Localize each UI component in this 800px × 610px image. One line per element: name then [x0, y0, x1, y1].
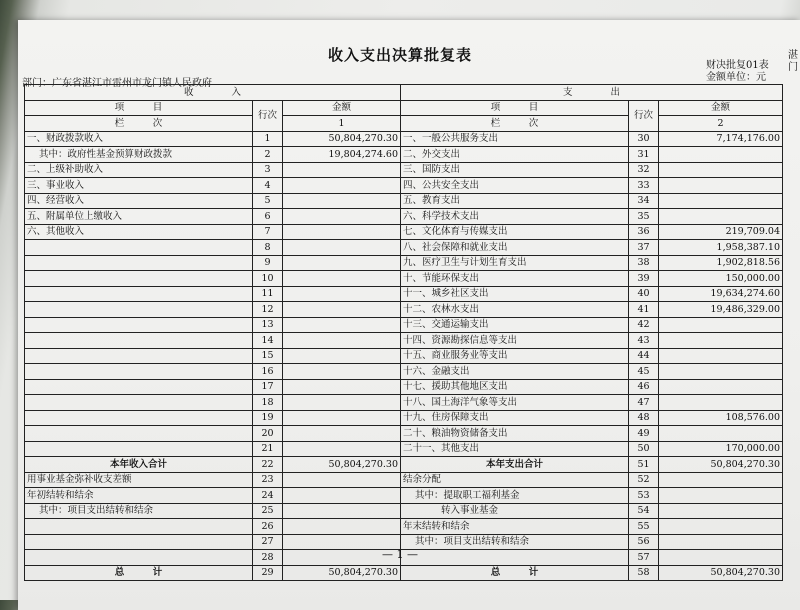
expense-item-label: 五、教育支出: [401, 193, 629, 209]
income-amount: 50,804,270.30: [283, 457, 401, 473]
income-line-number: 15: [253, 348, 283, 364]
page-number: — 1 —: [382, 548, 418, 561]
expense-item-label: 四、公共安全支出: [401, 178, 629, 194]
income-item-label: 一、财政拨款收入: [25, 131, 253, 147]
expense-line-number: 31: [629, 147, 659, 163]
income-item-label: [25, 333, 253, 349]
expense-amount: [659, 395, 783, 411]
expense-line-number: 52: [629, 472, 659, 488]
income-amount: [283, 333, 401, 349]
expense-col-index-label: 栏 次: [401, 116, 629, 132]
expense-line-number: 36: [629, 224, 659, 240]
income-line-number: 18: [253, 395, 283, 411]
income-amount: 19,804,274.60: [283, 147, 401, 163]
income-line-number: 16: [253, 364, 283, 380]
expense-line-number: 57: [629, 550, 659, 566]
table-row: [25, 565, 783, 581]
income-line-number: 20: [253, 426, 283, 442]
expense-amount: 170,000.00: [659, 441, 783, 457]
income-item-label: 总 计: [25, 565, 253, 581]
expense-amount: [659, 348, 783, 364]
income-amount: [283, 240, 401, 256]
table-row: [25, 147, 783, 163]
table-row: [25, 379, 783, 395]
expense-item-label: 总 计: [401, 565, 629, 581]
income-item-label: 三、事业收入: [25, 178, 253, 194]
income-line-number: 19: [253, 410, 283, 426]
expense-item-label: 本年支出合计: [401, 457, 629, 473]
expense-line-number: 55: [629, 519, 659, 535]
income-item-label: [25, 426, 253, 442]
expense-amount: [659, 193, 783, 209]
expense-amount: [659, 162, 783, 178]
income-line-number: 29: [253, 565, 283, 581]
expense-item-label: 十一、城乡社区支出: [401, 286, 629, 302]
income-amount: [283, 286, 401, 302]
table-row: [25, 395, 783, 411]
expense-line-number: 56: [629, 534, 659, 550]
table-row: [25, 488, 783, 504]
income-amount: [283, 410, 401, 426]
expense-item-label: 六、科学技术支出: [401, 209, 629, 225]
table-row: [25, 302, 783, 318]
income-item-label: [25, 286, 253, 302]
expense-line-number: 41: [629, 302, 659, 318]
income-line-number: 8: [253, 240, 283, 256]
expense-line-number: 46: [629, 379, 659, 395]
expense-item-label: 二、外交支出: [401, 147, 629, 163]
table-row: [25, 426, 783, 442]
form-number: 财决批复01表: [706, 60, 769, 71]
expense-amount: [659, 364, 783, 380]
expense-line-number: 38: [629, 255, 659, 271]
expense-amount: 150,000.00: [659, 271, 783, 287]
income-amount: [283, 162, 401, 178]
expense-item-label: 十、节能环保支出: [401, 271, 629, 287]
expense-item-label: 二十、粮油物资储备支出: [401, 426, 629, 442]
table-row: [25, 286, 783, 302]
table-row: [25, 472, 783, 488]
income-amount: [283, 441, 401, 457]
expense-item-header: 项 目: [401, 100, 629, 116]
income-line-number: 13: [253, 317, 283, 333]
income-line-number: 24: [253, 488, 283, 504]
income-col-index-label: 栏 次: [25, 116, 253, 132]
expense-amount: 219,709.04: [659, 224, 783, 240]
income-line-number: 10: [253, 271, 283, 287]
expense-amount: [659, 209, 783, 225]
expense-amount: 108,576.00: [659, 410, 783, 426]
table-row: [25, 364, 783, 380]
expense-amount: [659, 519, 783, 535]
income-item-label: 五、附属单位上缴收入: [25, 209, 253, 225]
expense-item-label: 九、医疗卫生与计划生育支出: [401, 255, 629, 271]
income-amount: [283, 472, 401, 488]
table-row: [25, 348, 783, 364]
income-amount: [283, 193, 401, 209]
income-item-label: 六、其他收入: [25, 224, 253, 240]
income-item-label: [25, 271, 253, 287]
expense-col-index: 2: [659, 116, 783, 132]
table-row: [25, 271, 783, 287]
income-line-number: 3: [253, 162, 283, 178]
expense-line-number: 50: [629, 441, 659, 457]
expense-line-number: 49: [629, 426, 659, 442]
income-line-number: 25: [253, 503, 283, 519]
expense-item-label: 八、社会保障和就业支出: [401, 240, 629, 256]
table-row: [25, 162, 783, 178]
income-amount: [283, 348, 401, 364]
table-row: [25, 317, 783, 333]
income-item-label: [25, 302, 253, 318]
expense-item-label: 三、国防支出: [401, 162, 629, 178]
income-item-label: [25, 240, 253, 256]
expense-line-number: 35: [629, 209, 659, 225]
table-row: [25, 240, 783, 256]
income-amount: [283, 488, 401, 504]
expense-amount: 50,804,270.30: [659, 565, 783, 581]
income-amount: 50,804,270.30: [283, 131, 401, 147]
table-row: [25, 224, 783, 240]
expense-line-number: 43: [629, 333, 659, 349]
expense-amount: [659, 147, 783, 163]
expense-item-label: 十九、住房保障支出: [401, 410, 629, 426]
expense-amount: [659, 472, 783, 488]
income-item-label: 四、经营收入: [25, 193, 253, 209]
header-row-col-index: [25, 116, 783, 132]
income-line-number: 14: [253, 333, 283, 349]
income-amount: [283, 379, 401, 395]
edge-text: 湛门: [788, 50, 798, 73]
income-amount: [283, 364, 401, 380]
income-line-number: 17: [253, 379, 283, 395]
table-row: [25, 209, 783, 225]
department-label: 部门：广东省湛江市雷州市龙门镇人民政府: [22, 78, 212, 89]
income-amount: [283, 395, 401, 411]
income-line-number: 9: [253, 255, 283, 271]
expense-item-label: 十七、援助其他地区支出: [401, 379, 629, 395]
expense-item-label: 十六、金融支出: [401, 364, 629, 380]
income-amount: [283, 209, 401, 225]
income-line-number: 21: [253, 441, 283, 457]
income-line-number: 28: [253, 550, 283, 566]
expense-line-number: 42: [629, 317, 659, 333]
income-line-number: 23: [253, 472, 283, 488]
expense-amount: [659, 317, 783, 333]
expense-item-label: 其中：提取职工福利基金: [401, 488, 629, 504]
income-line-number: 6: [253, 209, 283, 225]
expense-line-number: 39: [629, 271, 659, 287]
table-row: [25, 503, 783, 519]
expense-header: 支 出: [401, 85, 783, 101]
income-amount: [283, 519, 401, 535]
expense-item-label: 十四、资源勘探信息等支出: [401, 333, 629, 349]
income-item-label: 二、上级补助收入: [25, 162, 253, 178]
income-item-label: [25, 519, 253, 535]
income-amount: [283, 224, 401, 240]
expense-amount-header: 金额: [659, 100, 783, 116]
income-item-label: [25, 441, 253, 457]
expense-amount: [659, 178, 783, 194]
expense-amount: [659, 379, 783, 395]
table-row: [25, 519, 783, 535]
expense-item-label: 转入事业基金: [401, 503, 629, 519]
income-item-label: 年初结转和结余: [25, 488, 253, 504]
income-item-label: [25, 364, 253, 380]
expense-item-label: 一、一般公共服务支出: [401, 131, 629, 147]
income-amount: [283, 317, 401, 333]
income-amount-header: 金额: [283, 100, 401, 116]
income-line-number: 22: [253, 457, 283, 473]
expense-line-number: 48: [629, 410, 659, 426]
expense-amount: [659, 333, 783, 349]
income-amount: 50,804,270.30: [283, 565, 401, 581]
income-line-number: 5: [253, 193, 283, 209]
table-row: [25, 255, 783, 271]
expense-line-number: 53: [629, 488, 659, 504]
expense-item-label: 十五、商业服务业等支出: [401, 348, 629, 364]
expense-amount: [659, 503, 783, 519]
income-amount: [283, 255, 401, 271]
income-col-index: 1: [283, 116, 401, 132]
expense-line-number: 30: [629, 131, 659, 147]
expense-line-number: 45: [629, 364, 659, 380]
income-line-header: 行次: [253, 100, 283, 131]
expense-item-label: 结余分配: [401, 472, 629, 488]
income-amount: [283, 178, 401, 194]
table-row: [25, 333, 783, 349]
income-item-label: 其中：政府性基金预算财政拨款: [25, 147, 253, 163]
expense-item-label: 年末结转和结余: [401, 519, 629, 535]
income-item-label: [25, 379, 253, 395]
income-line-number: 27: [253, 534, 283, 550]
expense-item-label: 二十一、其他支出: [401, 441, 629, 457]
income-item-label: [25, 395, 253, 411]
expense-amount: 7,174,176.00: [659, 131, 783, 147]
expense-line-number: 34: [629, 193, 659, 209]
expense-item-label: 七、文化体育与传媒支出: [401, 224, 629, 240]
expense-item-label: 十八、国土海洋气象等支出: [401, 395, 629, 411]
expense-line-number: 44: [629, 348, 659, 364]
income-line-number: 4: [253, 178, 283, 194]
income-item-label: 用事业基金弥补收支差额: [25, 472, 253, 488]
expense-line-number: 37: [629, 240, 659, 256]
table-row: [25, 178, 783, 194]
income-header: 收 入: [25, 85, 401, 101]
page-title: 收入支出决算批复表: [327, 46, 472, 64]
table-row: [25, 457, 783, 473]
amount-unit: 金额单位：元: [706, 72, 766, 83]
income-amount: [283, 271, 401, 287]
income-item-label: [25, 317, 253, 333]
expense-amount: 50,804,270.30: [659, 457, 783, 473]
expense-line-number: 51: [629, 457, 659, 473]
expense-line-number: 54: [629, 503, 659, 519]
income-amount: [283, 503, 401, 519]
expense-line-number: 47: [629, 395, 659, 411]
income-line-number: 1: [253, 131, 283, 147]
income-item-header: 项 目: [25, 100, 253, 116]
expense-line-number: 32: [629, 162, 659, 178]
income-line-number: 12: [253, 302, 283, 318]
expense-item-label: 其中：项目支出结转和结余: [401, 534, 629, 550]
header-row-columns: [25, 100, 783, 116]
expense-amount: 19,634,274.60: [659, 286, 783, 302]
income-item-label: 其中：项目支出结转和结余: [25, 503, 253, 519]
table-row: [25, 441, 783, 457]
expense-amount: 1,958,387.10: [659, 240, 783, 256]
table-row: [25, 410, 783, 426]
income-expense-table: [24, 84, 783, 581]
expense-amount: 1,902,818.56: [659, 255, 783, 271]
expense-line-header: 行次: [629, 100, 659, 131]
table-row: [25, 193, 783, 209]
expense-line-number: 58: [629, 565, 659, 581]
income-item-label: [25, 255, 253, 271]
income-line-number: 11: [253, 286, 283, 302]
expense-amount: 19,486,329.00: [659, 302, 783, 318]
income-item-label: 本年收入合计: [25, 457, 253, 473]
income-line-number: 26: [253, 519, 283, 535]
table-row: [25, 131, 783, 147]
income-item-label: [25, 348, 253, 364]
income-amount: [283, 426, 401, 442]
income-line-number: 2: [253, 147, 283, 163]
income-item-label: [25, 410, 253, 426]
expense-item-label: 十三、交通运输支出: [401, 317, 629, 333]
expense-line-number: 33: [629, 178, 659, 194]
income-line-number: 7: [253, 224, 283, 240]
expense-amount: [659, 426, 783, 442]
expense-item-label: 十二、农林水支出: [401, 302, 629, 318]
expense-amount: [659, 488, 783, 504]
header-row-group: [25, 85, 783, 101]
expense-line-number: 40: [629, 286, 659, 302]
income-amount: [283, 302, 401, 318]
